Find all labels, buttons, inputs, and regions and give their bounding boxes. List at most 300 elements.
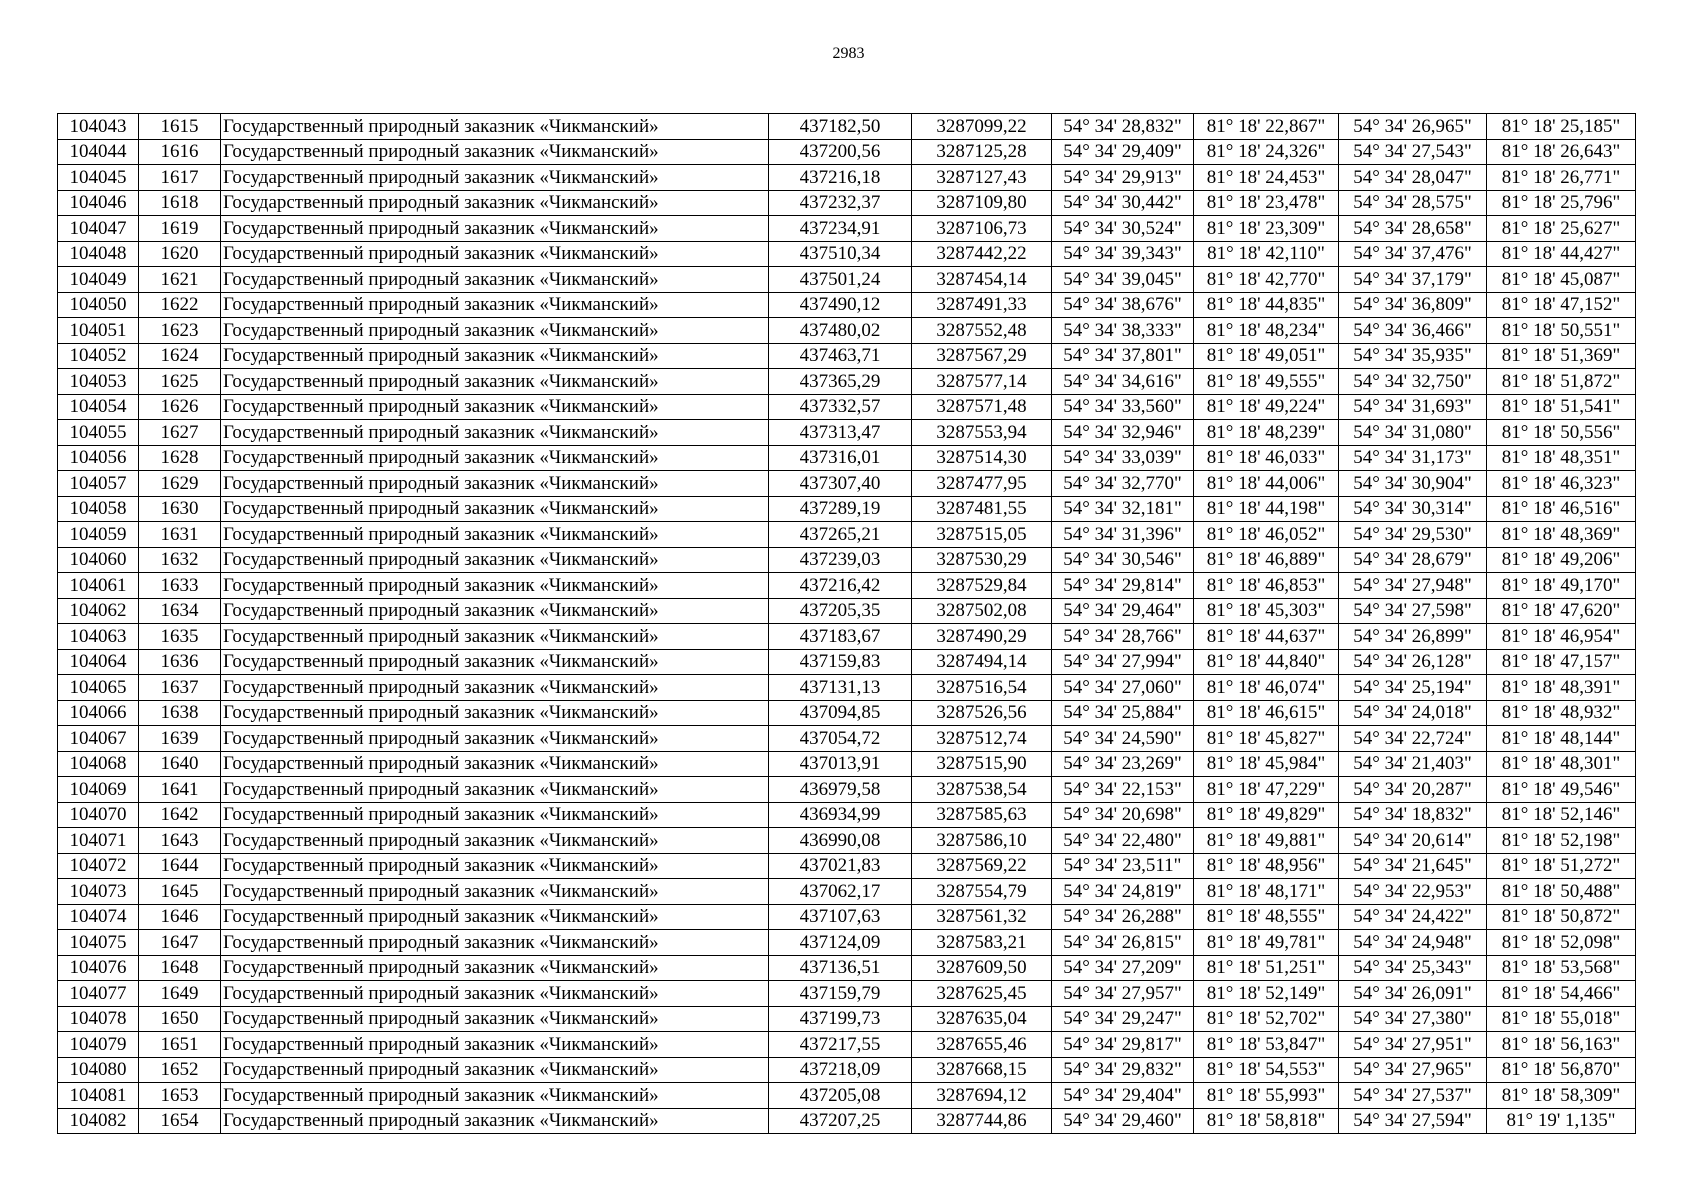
longitude-b-cell: 81° 18' 46,516"	[1487, 496, 1636, 522]
y-coordinate-cell: 3287529,84	[912, 573, 1052, 599]
table-row	[58, 216, 1697, 242]
object-name-cell: Государственный природный заказник «Чикманский»	[221, 267, 769, 293]
x-coordinate-cell: 437199,73	[769, 1006, 912, 1032]
longitude-b-cell: 81° 18' 51,369"	[1487, 343, 1636, 369]
y-coordinate-cell: 3287609,50	[912, 955, 1052, 981]
longitude-a-cell: 81° 18' 46,052"	[1194, 522, 1339, 548]
x-coordinate-cell: 437205,35	[769, 598, 912, 624]
table-row	[58, 1108, 1697, 1134]
latitude-a-cell: 54° 34' 30,546"	[1052, 547, 1194, 573]
latitude-b-cell: 54° 34' 18,832"	[1339, 802, 1487, 828]
record-id-cell: 104062	[58, 598, 139, 624]
table-row	[58, 445, 1697, 471]
latitude-a-cell: 54° 34' 22,153"	[1052, 777, 1194, 803]
longitude-b-cell: 81° 18' 26,771"	[1487, 165, 1636, 191]
record-id-cell: 104043	[58, 114, 139, 140]
table-row	[58, 139, 1697, 165]
latitude-a-cell: 54° 34' 33,560"	[1052, 394, 1194, 420]
longitude-a-cell: 81° 18' 46,889"	[1194, 547, 1339, 573]
latitude-a-cell: 54° 34' 38,333"	[1052, 318, 1194, 344]
x-coordinate-cell: 437183,67	[769, 624, 912, 650]
latitude-a-cell: 54° 34' 37,801"	[1052, 343, 1194, 369]
longitude-a-cell: 81° 18' 48,956"	[1194, 853, 1339, 879]
longitude-a-cell: 81° 18' 42,110"	[1194, 241, 1339, 267]
table-row	[58, 292, 1697, 318]
latitude-a-cell: 54° 34' 29,817"	[1052, 1032, 1194, 1058]
longitude-a-cell: 81° 18' 52,702"	[1194, 1006, 1339, 1032]
longitude-b-cell: 81° 18' 52,098"	[1487, 930, 1636, 956]
record-id-cell: 104054	[58, 394, 139, 420]
record-id-cell: 104046	[58, 190, 139, 216]
point-number-cell: 1631	[139, 522, 221, 548]
y-coordinate-cell: 3287516,54	[912, 675, 1052, 701]
table-row	[58, 573, 1697, 599]
longitude-a-cell: 81° 18' 49,555"	[1194, 369, 1339, 395]
x-coordinate-cell: 437234,91	[769, 216, 912, 242]
longitude-b-cell: 81° 18' 52,146"	[1487, 802, 1636, 828]
x-coordinate-cell: 437107,63	[769, 904, 912, 930]
table-row	[58, 828, 1697, 854]
point-number-cell: 1654	[139, 1108, 221, 1134]
point-number-cell: 1637	[139, 675, 221, 701]
object-name-cell: Государственный природный заказник «Чикманский»	[221, 471, 769, 497]
object-name-cell: Государственный природный заказник «Чикманский»	[221, 292, 769, 318]
point-number-cell: 1638	[139, 700, 221, 726]
point-number-cell: 1651	[139, 1032, 221, 1058]
longitude-a-cell: 81° 18' 53,847"	[1194, 1032, 1339, 1058]
table-row	[58, 394, 1697, 420]
y-coordinate-cell: 3287538,54	[912, 777, 1052, 803]
longitude-b-cell: 81° 18' 48,391"	[1487, 675, 1636, 701]
table-row	[58, 318, 1697, 344]
longitude-b-cell: 81° 18' 46,323"	[1487, 471, 1636, 497]
longitude-b-cell: 81° 18' 51,272"	[1487, 853, 1636, 879]
latitude-b-cell: 54° 34' 36,466"	[1339, 318, 1487, 344]
longitude-b-cell: 81° 18' 45,087"	[1487, 267, 1636, 293]
longitude-b-cell: 81° 18' 47,620"	[1487, 598, 1636, 624]
longitude-a-cell: 81° 18' 46,074"	[1194, 675, 1339, 701]
latitude-b-cell: 54° 34' 26,128"	[1339, 649, 1487, 675]
longitude-a-cell: 81° 18' 23,478"	[1194, 190, 1339, 216]
object-name-cell: Государственный природный заказник «Чикманский»	[221, 649, 769, 675]
longitude-a-cell: 81° 18' 44,198"	[1194, 496, 1339, 522]
longitude-a-cell: 81° 18' 24,326"	[1194, 139, 1339, 165]
x-coordinate-cell: 437239,03	[769, 547, 912, 573]
table-row	[58, 1057, 1697, 1083]
longitude-b-cell: 81° 18' 47,157"	[1487, 649, 1636, 675]
longitude-b-cell: 81° 18' 49,206"	[1487, 547, 1636, 573]
longitude-b-cell: 81° 18' 46,954"	[1487, 624, 1636, 650]
latitude-a-cell: 54° 34' 28,766"	[1052, 624, 1194, 650]
object-name-cell: Государственный природный заказник «Чикманский»	[221, 496, 769, 522]
table-row	[58, 547, 1697, 573]
point-number-cell: 1643	[139, 828, 221, 854]
latitude-b-cell: 54° 34' 20,614"	[1339, 828, 1487, 854]
latitude-a-cell: 54° 34' 27,060"	[1052, 675, 1194, 701]
x-coordinate-cell: 437136,51	[769, 955, 912, 981]
x-coordinate-cell: 437232,37	[769, 190, 912, 216]
x-coordinate-cell: 437021,83	[769, 853, 912, 879]
y-coordinate-cell: 3287583,21	[912, 930, 1052, 956]
table-row	[58, 675, 1697, 701]
latitude-a-cell: 54° 34' 32,770"	[1052, 471, 1194, 497]
latitude-a-cell: 54° 34' 27,994"	[1052, 649, 1194, 675]
record-id-cell: 104055	[58, 420, 139, 446]
table-row	[58, 471, 1697, 497]
y-coordinate-cell: 3287514,30	[912, 445, 1052, 471]
latitude-a-cell: 54° 34' 33,039"	[1052, 445, 1194, 471]
latitude-b-cell: 54° 34' 37,476"	[1339, 241, 1487, 267]
latitude-b-cell: 54° 34' 30,314"	[1339, 496, 1487, 522]
table-row	[58, 624, 1697, 650]
longitude-b-cell: 81° 18' 50,488"	[1487, 879, 1636, 905]
longitude-a-cell: 81° 18' 44,840"	[1194, 649, 1339, 675]
record-id-cell: 104057	[58, 471, 139, 497]
latitude-b-cell: 54° 34' 26,899"	[1339, 624, 1487, 650]
point-number-cell: 1621	[139, 267, 221, 293]
record-id-cell: 104059	[58, 522, 139, 548]
record-id-cell: 104068	[58, 751, 139, 777]
longitude-b-cell: 81° 18' 56,163"	[1487, 1032, 1636, 1058]
object-name-cell: Государственный природный заказник «Чикманский»	[221, 1083, 769, 1109]
y-coordinate-cell: 3287569,22	[912, 853, 1052, 879]
object-name-cell: Государственный природный заказник «Чикманский»	[221, 165, 769, 191]
y-coordinate-cell: 3287477,95	[912, 471, 1052, 497]
record-id-cell: 104070	[58, 802, 139, 828]
longitude-b-cell: 81° 18' 50,556"	[1487, 420, 1636, 446]
object-name-cell: Государственный природный заказник «Чикманский»	[221, 139, 769, 165]
object-name-cell: Государственный природный заказник «Чикманский»	[221, 573, 769, 599]
point-number-cell: 1617	[139, 165, 221, 191]
record-id-cell: 104069	[58, 777, 139, 803]
x-coordinate-cell: 436990,08	[769, 828, 912, 854]
latitude-b-cell: 54° 34' 28,679"	[1339, 547, 1487, 573]
longitude-b-cell: 81° 18' 52,198"	[1487, 828, 1636, 854]
object-name-cell: Государственный природный заказник «Чикманский»	[221, 700, 769, 726]
latitude-a-cell: 54° 34' 32,946"	[1052, 420, 1194, 446]
longitude-a-cell: 81° 18' 54,553"	[1194, 1057, 1339, 1083]
longitude-b-cell: 81° 18' 47,152"	[1487, 292, 1636, 318]
record-id-cell: 104056	[58, 445, 139, 471]
record-id-cell: 104066	[58, 700, 139, 726]
record-id-cell: 104052	[58, 343, 139, 369]
table-row	[58, 726, 1697, 752]
latitude-b-cell: 54° 34' 25,194"	[1339, 675, 1487, 701]
record-id-cell: 104081	[58, 1083, 139, 1109]
y-coordinate-cell: 3287744,86	[912, 1108, 1052, 1134]
object-name-cell: Государственный природный заказник «Чикманский»	[221, 394, 769, 420]
x-coordinate-cell: 437205,08	[769, 1083, 912, 1109]
y-coordinate-cell: 3287106,73	[912, 216, 1052, 242]
x-coordinate-cell: 437490,12	[769, 292, 912, 318]
table-row	[58, 343, 1697, 369]
longitude-b-cell: 81° 18' 44,427"	[1487, 241, 1636, 267]
x-coordinate-cell: 437510,34	[769, 241, 912, 267]
latitude-b-cell: 54° 34' 22,724"	[1339, 726, 1487, 752]
latitude-b-cell: 54° 34' 27,537"	[1339, 1083, 1487, 1109]
object-name-cell: Государственный природный заказник «Чикманский»	[221, 981, 769, 1007]
y-coordinate-cell: 3287515,05	[912, 522, 1052, 548]
longitude-a-cell: 81° 18' 44,637"	[1194, 624, 1339, 650]
latitude-b-cell: 54° 34' 35,935"	[1339, 343, 1487, 369]
table-row	[58, 420, 1697, 446]
table-row	[58, 904, 1697, 930]
longitude-a-cell: 81° 18' 48,171"	[1194, 879, 1339, 905]
record-id-cell: 104061	[58, 573, 139, 599]
y-coordinate-cell: 3287635,04	[912, 1006, 1052, 1032]
y-coordinate-cell: 3287099,22	[912, 114, 1052, 140]
point-number-cell: 1644	[139, 853, 221, 879]
object-name-cell: Государственный природный заказник «Чикманский»	[221, 318, 769, 344]
longitude-a-cell: 81° 18' 44,006"	[1194, 471, 1339, 497]
x-coordinate-cell: 437313,47	[769, 420, 912, 446]
latitude-b-cell: 54° 34' 28,658"	[1339, 216, 1487, 242]
object-name-cell: Государственный природный заказник «Чикманский»	[221, 802, 769, 828]
latitude-a-cell: 54° 34' 27,957"	[1052, 981, 1194, 1007]
object-name-cell: Государственный природный заказник «Чикманский»	[221, 726, 769, 752]
x-coordinate-cell: 437207,25	[769, 1108, 912, 1134]
point-number-cell: 1625	[139, 369, 221, 395]
table-row	[58, 930, 1697, 956]
object-name-cell: Государственный природный заказник «Чикманский»	[221, 879, 769, 905]
y-coordinate-cell: 3287655,46	[912, 1032, 1052, 1058]
point-number-cell: 1648	[139, 955, 221, 981]
x-coordinate-cell: 437265,21	[769, 522, 912, 548]
table-row	[58, 114, 1697, 140]
y-coordinate-cell: 3287567,29	[912, 343, 1052, 369]
longitude-a-cell: 81° 18' 45,303"	[1194, 598, 1339, 624]
table-row	[58, 955, 1697, 981]
longitude-a-cell: 81° 18' 44,835"	[1194, 292, 1339, 318]
latitude-b-cell: 54° 34' 26,091"	[1339, 981, 1487, 1007]
record-id-cell: 104064	[58, 649, 139, 675]
latitude-a-cell: 54° 34' 34,616"	[1052, 369, 1194, 395]
x-coordinate-cell: 436934,99	[769, 802, 912, 828]
longitude-a-cell: 81° 18' 49,051"	[1194, 343, 1339, 369]
latitude-b-cell: 54° 34' 27,948"	[1339, 573, 1487, 599]
latitude-a-cell: 54° 34' 29,913"	[1052, 165, 1194, 191]
latitude-a-cell: 54° 34' 29,247"	[1052, 1006, 1194, 1032]
table-row	[58, 369, 1697, 395]
longitude-a-cell: 81° 18' 45,984"	[1194, 751, 1339, 777]
x-coordinate-cell: 437216,18	[769, 165, 912, 191]
longitude-b-cell: 81° 18' 51,872"	[1487, 369, 1636, 395]
point-number-cell: 1626	[139, 394, 221, 420]
object-name-cell: Государственный природный заказник «Чикманский»	[221, 904, 769, 930]
point-number-cell: 1628	[139, 445, 221, 471]
x-coordinate-cell: 437307,40	[769, 471, 912, 497]
point-number-cell: 1615	[139, 114, 221, 140]
longitude-b-cell: 81° 18' 50,872"	[1487, 904, 1636, 930]
longitude-a-cell: 81° 18' 24,453"	[1194, 165, 1339, 191]
latitude-b-cell: 54° 34' 31,693"	[1339, 394, 1487, 420]
y-coordinate-cell: 3287585,63	[912, 802, 1052, 828]
object-name-cell: Государственный природный заказник «Чикманский»	[221, 445, 769, 471]
latitude-b-cell: 54° 34' 32,750"	[1339, 369, 1487, 395]
object-name-cell: Государственный природный заказник «Чикманский»	[221, 1032, 769, 1058]
object-name-cell: Государственный природный заказник «Чикманский»	[221, 853, 769, 879]
longitude-b-cell: 81° 18' 51,541"	[1487, 394, 1636, 420]
object-name-cell: Государственный природный заказник «Чикманский»	[221, 828, 769, 854]
longitude-b-cell: 81° 18' 49,546"	[1487, 777, 1636, 803]
latitude-b-cell: 54° 34' 27,965"	[1339, 1057, 1487, 1083]
latitude-b-cell: 54° 34' 37,179"	[1339, 267, 1487, 293]
object-name-cell: Государственный природный заказник «Чикманский»	[221, 369, 769, 395]
record-id-cell: 104051	[58, 318, 139, 344]
record-id-cell: 104048	[58, 241, 139, 267]
longitude-a-cell: 81° 18' 47,229"	[1194, 777, 1339, 803]
x-coordinate-cell: 437480,02	[769, 318, 912, 344]
object-name-cell: Государственный природный заказник «Чикманский»	[221, 1006, 769, 1032]
y-coordinate-cell: 3287512,74	[912, 726, 1052, 752]
object-name-cell: Государственный природный заказник «Чикманский»	[221, 751, 769, 777]
object-name-cell: Государственный природный заказник «Чикманский»	[221, 930, 769, 956]
object-name-cell: Государственный природный заказник «Чикманский»	[221, 777, 769, 803]
longitude-a-cell: 81° 18' 49,829"	[1194, 802, 1339, 828]
y-coordinate-cell: 3287552,48	[912, 318, 1052, 344]
latitude-b-cell: 54° 34' 27,543"	[1339, 139, 1487, 165]
latitude-a-cell: 54° 34' 23,269"	[1052, 751, 1194, 777]
object-name-cell: Государственный природный заказник «Чикманский»	[221, 216, 769, 242]
latitude-a-cell: 54° 34' 22,480"	[1052, 828, 1194, 854]
longitude-a-cell: 81° 18' 58,818"	[1194, 1108, 1339, 1134]
longitude-b-cell: 81° 18' 25,796"	[1487, 190, 1636, 216]
record-id-cell: 104075	[58, 930, 139, 956]
point-number-cell: 1629	[139, 471, 221, 497]
latitude-a-cell: 54° 34' 29,814"	[1052, 573, 1194, 599]
longitude-a-cell: 81° 18' 45,827"	[1194, 726, 1339, 752]
longitude-b-cell: 81° 18' 26,643"	[1487, 139, 1636, 165]
longitude-a-cell: 81° 18' 46,615"	[1194, 700, 1339, 726]
point-number-cell: 1632	[139, 547, 221, 573]
x-coordinate-cell: 437316,01	[769, 445, 912, 471]
latitude-b-cell: 54° 34' 27,598"	[1339, 598, 1487, 624]
y-coordinate-cell: 3287502,08	[912, 598, 1052, 624]
x-coordinate-cell: 437013,91	[769, 751, 912, 777]
longitude-b-cell: 81° 18' 55,018"	[1487, 1006, 1636, 1032]
y-coordinate-cell: 3287127,43	[912, 165, 1052, 191]
latitude-b-cell: 54° 34' 36,809"	[1339, 292, 1487, 318]
y-coordinate-cell: 3287490,29	[912, 624, 1052, 650]
longitude-b-cell: 81° 18' 48,932"	[1487, 700, 1636, 726]
x-coordinate-cell: 437332,57	[769, 394, 912, 420]
record-id-cell: 104044	[58, 139, 139, 165]
y-coordinate-cell: 3287553,94	[912, 420, 1052, 446]
x-coordinate-cell: 436979,58	[769, 777, 912, 803]
latitude-a-cell: 54° 34' 23,511"	[1052, 853, 1194, 879]
page-number: 2983	[832, 45, 865, 62]
latitude-b-cell: 54° 34' 31,080"	[1339, 420, 1487, 446]
table-row	[58, 1032, 1697, 1058]
record-id-cell: 104077	[58, 981, 139, 1007]
object-name-cell: Государственный природный заказник «Чикманский»	[221, 1108, 769, 1134]
table-row	[58, 700, 1697, 726]
coordinates-table	[57, 113, 1697, 1134]
x-coordinate-cell: 437365,29	[769, 369, 912, 395]
table-row	[58, 879, 1697, 905]
table-row	[58, 751, 1697, 777]
table-row	[58, 522, 1697, 548]
x-coordinate-cell: 437159,83	[769, 649, 912, 675]
table-row	[58, 649, 1697, 675]
latitude-a-cell: 54° 34' 29,464"	[1052, 598, 1194, 624]
y-coordinate-cell: 3287586,10	[912, 828, 1052, 854]
latitude-a-cell: 54° 34' 39,045"	[1052, 267, 1194, 293]
latitude-b-cell: 54° 34' 27,594"	[1339, 1108, 1487, 1134]
table-row	[58, 777, 1697, 803]
point-number-cell: 1635	[139, 624, 221, 650]
latitude-a-cell: 54° 34' 31,396"	[1052, 522, 1194, 548]
y-coordinate-cell: 3287571,48	[912, 394, 1052, 420]
longitude-b-cell: 81° 18' 56,870"	[1487, 1057, 1636, 1083]
point-number-cell: 1642	[139, 802, 221, 828]
object-name-cell: Государственный природный заказник «Чикманский»	[221, 598, 769, 624]
longitude-b-cell: 81° 18' 48,369"	[1487, 522, 1636, 548]
x-coordinate-cell: 437463,71	[769, 343, 912, 369]
longitude-b-cell: 81° 18' 53,568"	[1487, 955, 1636, 981]
longitude-a-cell: 81° 18' 48,234"	[1194, 318, 1339, 344]
object-name-cell: Государственный природный заказник «Чикманский»	[221, 420, 769, 446]
table-row	[58, 241, 1697, 267]
latitude-b-cell: 54° 34' 24,422"	[1339, 904, 1487, 930]
record-id-cell: 104072	[58, 853, 139, 879]
longitude-b-cell: 81° 18' 25,627"	[1487, 216, 1636, 242]
point-number-cell: 1619	[139, 216, 221, 242]
table-row	[58, 1006, 1697, 1032]
x-coordinate-cell: 437054,72	[769, 726, 912, 752]
longitude-a-cell: 81° 18' 49,881"	[1194, 828, 1339, 854]
point-number-cell: 1622	[139, 292, 221, 318]
latitude-b-cell: 54° 34' 24,018"	[1339, 700, 1487, 726]
record-id-cell: 104058	[58, 496, 139, 522]
object-name-cell: Государственный природный заказник «Чикманский»	[221, 1057, 769, 1083]
record-id-cell: 104076	[58, 955, 139, 981]
latitude-b-cell: 54° 34' 21,645"	[1339, 853, 1487, 879]
latitude-a-cell: 54° 34' 24,819"	[1052, 879, 1194, 905]
table-row	[58, 802, 1697, 828]
latitude-a-cell: 54° 34' 26,288"	[1052, 904, 1194, 930]
table-row	[58, 496, 1697, 522]
table-row	[58, 598, 1697, 624]
record-id-cell: 104063	[58, 624, 139, 650]
longitude-a-cell: 81° 18' 46,853"	[1194, 573, 1339, 599]
record-id-cell: 104071	[58, 828, 139, 854]
point-number-cell: 1653	[139, 1083, 221, 1109]
table-row	[58, 165, 1697, 191]
longitude-a-cell: 81° 18' 49,781"	[1194, 930, 1339, 956]
longitude-b-cell: 81° 18' 50,551"	[1487, 318, 1636, 344]
longitude-a-cell: 81° 18' 23,309"	[1194, 216, 1339, 242]
longitude-b-cell: 81° 18' 48,301"	[1487, 751, 1636, 777]
y-coordinate-cell: 3287481,55	[912, 496, 1052, 522]
longitude-a-cell: 81° 18' 48,555"	[1194, 904, 1339, 930]
point-number-cell: 1646	[139, 904, 221, 930]
latitude-a-cell: 54° 34' 27,209"	[1052, 955, 1194, 981]
latitude-b-cell: 54° 34' 20,287"	[1339, 777, 1487, 803]
latitude-a-cell: 54° 34' 38,676"	[1052, 292, 1194, 318]
longitude-a-cell: 81° 18' 46,033"	[1194, 445, 1339, 471]
longitude-a-cell: 81° 18' 52,149"	[1194, 981, 1339, 1007]
x-coordinate-cell: 437182,50	[769, 114, 912, 140]
object-name-cell: Государственный природный заказник «Чикманский»	[221, 547, 769, 573]
object-name-cell: Государственный природный заказник «Чикманский»	[221, 241, 769, 267]
x-coordinate-cell: 437200,56	[769, 139, 912, 165]
latitude-a-cell: 54° 34' 28,832"	[1052, 114, 1194, 140]
point-number-cell: 1650	[139, 1006, 221, 1032]
y-coordinate-cell: 3287125,28	[912, 139, 1052, 165]
x-coordinate-cell: 437217,55	[769, 1032, 912, 1058]
point-number-cell: 1634	[139, 598, 221, 624]
